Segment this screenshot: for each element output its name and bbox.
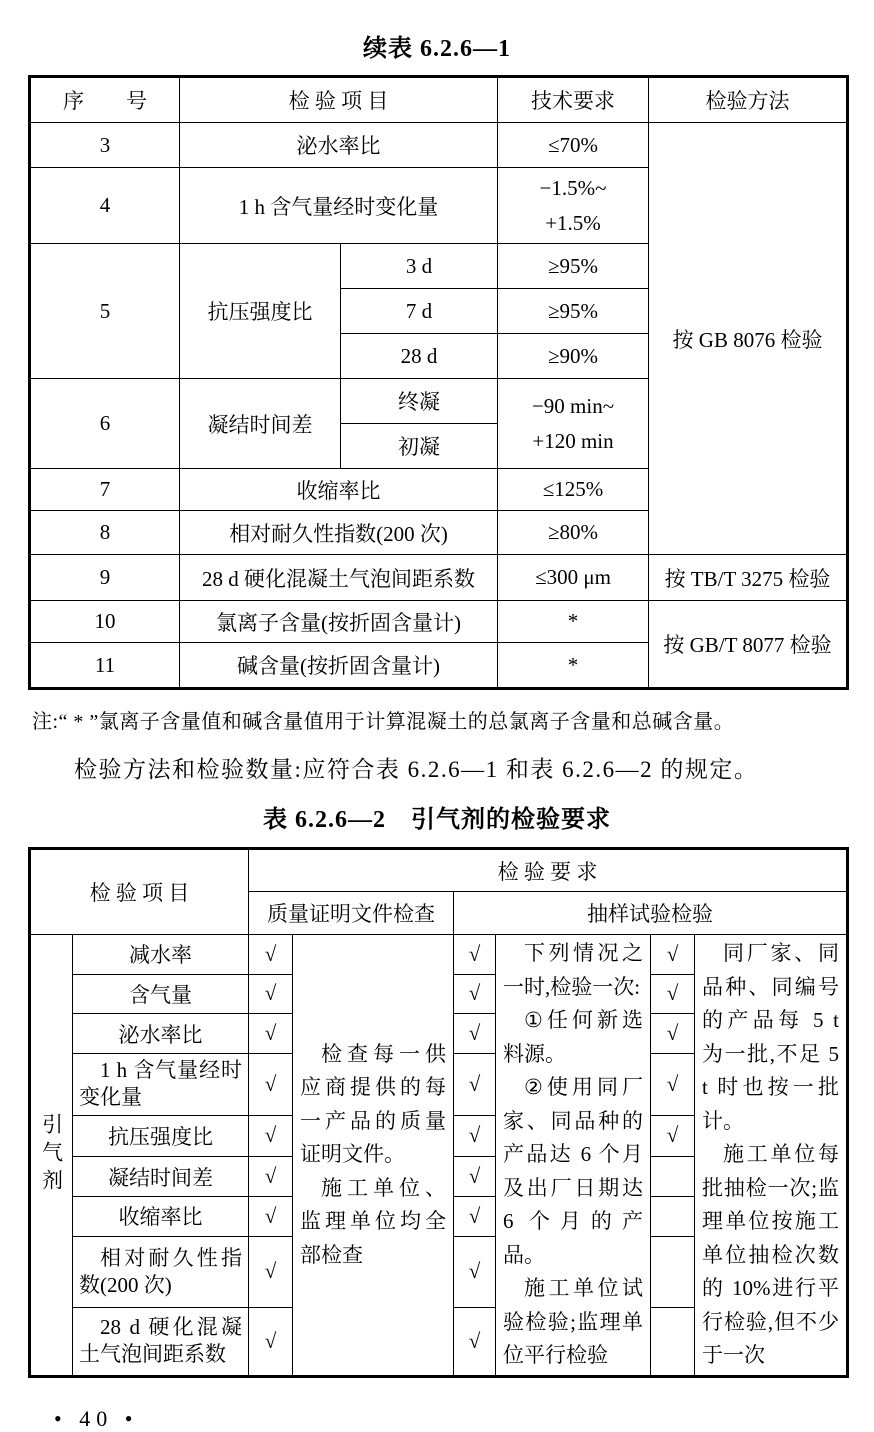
age-cell: 3 d — [341, 244, 498, 289]
header-sampling: 抽样试验检验 — [454, 892, 848, 935]
requirement-cell: ≥80% — [498, 511, 649, 555]
checkmark-cell — [651, 1196, 695, 1236]
sampling-condition-paragraph: ①任何新选料源。 — [503, 1008, 643, 1066]
setting-cell: 初凝 — [341, 424, 498, 469]
requirement-cell: ≤125% — [498, 469, 649, 511]
checkmark-cell: √ — [651, 1014, 695, 1054]
checkmark-cell: √ — [454, 1236, 496, 1307]
item-cell: 含气量 — [73, 974, 249, 1014]
checkmark-cell: √ — [249, 1115, 293, 1157]
sampling-condition-paragraph: 下列情况之一时,检验一次: — [503, 941, 643, 999]
header-requirement: 技术要求 — [498, 77, 649, 123]
checkmark-cell — [651, 1236, 695, 1307]
checkmark-cell: √ — [249, 1307, 293, 1376]
checkmark-cell: √ — [454, 1307, 496, 1376]
header-method: 检验方法 — [649, 77, 848, 123]
group-label-cell — [30, 935, 73, 1377]
checkmark-cell: √ — [249, 1157, 293, 1197]
checkmark-cell: √ — [249, 974, 293, 1014]
serial-cell: 11 — [30, 643, 180, 689]
item-cell: 抗压强度比 — [73, 1115, 249, 1157]
sampling-condition-text-cell — [496, 935, 651, 1377]
checkmark-cell: √ — [454, 935, 496, 975]
item-cell: 1 h 含气量经时变化量 — [180, 168, 498, 244]
item-cell: 碱含量(按折固含量计) — [180, 643, 498, 689]
page-number: • 40 • — [54, 1405, 139, 1431]
quality-doc-text-cell — [293, 935, 454, 1377]
checkmark-cell — [651, 1307, 695, 1376]
item-cell: 减水率 — [73, 935, 249, 975]
serial-cell: 10 — [30, 601, 180, 643]
header-quality-doc: 质量证明文件检查 — [249, 892, 454, 935]
item-cell: 收缩率比 — [73, 1196, 249, 1236]
quality-doc-paragraph: 施工单位、监理单位均全部检查 — [300, 1175, 446, 1267]
requirement-cell: ≤300 μm — [498, 555, 649, 601]
sampling-batch-paragraph: 施工单位每批抽检一次;监理单位按施工单位抽检次数的 10%进行平行检验,但不少于一次 — [702, 1142, 839, 1367]
table-row — [30, 555, 848, 601]
sampling-batch-paragraph: 同厂家、同品种、同编号的产品每 5 t 为一批,不足 5 t 时也按一批计。 — [702, 941, 839, 1133]
checkmark-cell: √ — [454, 974, 496, 1014]
sampling-batch-text-cell — [695, 935, 848, 1377]
item-cell: 相对耐久性指数(200 次) — [180, 511, 498, 555]
checkmark-cell: √ — [249, 1014, 293, 1054]
requirement-cell: ≥95% — [498, 289, 649, 334]
serial-cell: 4 — [30, 168, 180, 244]
requirement-cell — [498, 168, 649, 244]
sampling-condition-paragraph: ②使用同厂家、同品种的产品达 6 个月及出厂日期达 6 个月的产品。 — [503, 1075, 643, 1267]
requirement-cell — [498, 379, 649, 469]
age-cell: 28 d — [341, 334, 498, 379]
header-requirement: 检 验 要 求 — [249, 849, 848, 892]
method-cell-gb8076: 按 GB 8076 检验 — [649, 123, 848, 555]
item-cell: 收缩率比 — [180, 469, 498, 511]
serial-cell: 8 — [30, 511, 180, 555]
checkmark-cell: √ — [454, 1014, 496, 1054]
table2-title: 表 6.2.6—2 引气剂的检验要求 — [263, 807, 611, 833]
checkmark-cell: √ — [454, 1115, 496, 1157]
header-item: 检 验 项 目 — [30, 849, 249, 935]
table-row — [30, 935, 848, 975]
table2-header-row-1 — [30, 849, 848, 892]
requirement-line: +120 min — [532, 428, 614, 453]
table1-continued — [28, 75, 849, 690]
checkmark-cell: √ — [651, 1053, 695, 1115]
requirement-cell: ≤70% — [498, 123, 649, 168]
body-paragraph: 检验方法和检验数量:应符合表 6.2.6—1 和表 6.2.6—2 的规定。 — [74, 757, 759, 782]
serial-cell: 9 — [30, 555, 180, 601]
item-cell: 28 d 硬化混凝土气泡间距系数 — [73, 1307, 249, 1376]
table1-header-row — [30, 77, 848, 123]
table-row — [30, 123, 848, 168]
item-cell: 1 h 含气量经时变化量 — [73, 1053, 249, 1115]
item-cell: 泌水率比 — [73, 1014, 249, 1054]
checkmark-cell: √ — [249, 1196, 293, 1236]
item-cell: 抗压强度比 — [180, 244, 341, 379]
item-cell: 氯离子含量(按折固含量计) — [180, 601, 498, 643]
requirement-line: +1.5% — [545, 210, 601, 235]
checkmark-cell: √ — [651, 974, 695, 1014]
checkmark-cell: √ — [454, 1157, 496, 1197]
checkmark-cell: √ — [651, 935, 695, 975]
requirement-line: −1.5%~ — [539, 175, 607, 200]
requirement-line: −90 min~ — [531, 393, 615, 418]
item-cell: 28 d 硬化混凝土气泡间距系数 — [180, 555, 498, 601]
checkmark-cell: √ — [454, 1196, 496, 1236]
serial-cell: 6 — [30, 379, 180, 469]
item-cell: 凝结时间差 — [180, 379, 341, 469]
serial-cell: 3 — [30, 123, 180, 168]
checkmark-cell: √ — [249, 1053, 293, 1115]
table-row — [30, 601, 848, 643]
checkmark-cell — [651, 1157, 695, 1197]
item-cell: 凝结时间差 — [73, 1157, 249, 1197]
requirement-cell: ≥90% — [498, 334, 649, 379]
header-serial: 序 号 — [30, 77, 180, 123]
requirement-cell: ≥95% — [498, 244, 649, 289]
group-label: 引气剂 — [39, 1112, 64, 1197]
sampling-condition-paragraph: 施工单位试验检验;监理单位平行检验 — [503, 1276, 643, 1367]
quality-doc-paragraph: 检查每一供应商提供的每一产品的质量证明文件。 — [300, 1041, 446, 1166]
method-cell-tbt3275: 按 TB/T 3275 检验 — [649, 555, 848, 601]
item-cell: 相对耐久性指数(200 次) — [73, 1236, 249, 1307]
checkmark-cell: √ — [651, 1115, 695, 1157]
serial-cell: 7 — [30, 469, 180, 511]
checkmark-cell: √ — [249, 935, 293, 975]
age-cell: 7 d — [341, 289, 498, 334]
method-cell-gbt8077: 按 GB/T 8077 检验 — [649, 601, 848, 689]
requirement-cell: * — [498, 601, 649, 643]
checkmark-cell: √ — [454, 1053, 496, 1115]
table2-air-entraining-agent — [28, 847, 849, 1378]
setting-cell: 终凝 — [341, 379, 498, 424]
requirement-cell: * — [498, 643, 649, 689]
serial-cell: 5 — [30, 244, 180, 379]
table1-title: 续表 6.2.6—1 — [363, 36, 511, 62]
header-item: 检 验 项 目 — [180, 77, 498, 123]
checkmark-cell: √ — [249, 1236, 293, 1307]
table1-footnote: 注:“ * ”氯离子含量值和碱含量值用于计算混凝土的总氯离子含量和总碱含量。 — [32, 711, 735, 733]
item-cell: 泌水率比 — [180, 123, 498, 168]
